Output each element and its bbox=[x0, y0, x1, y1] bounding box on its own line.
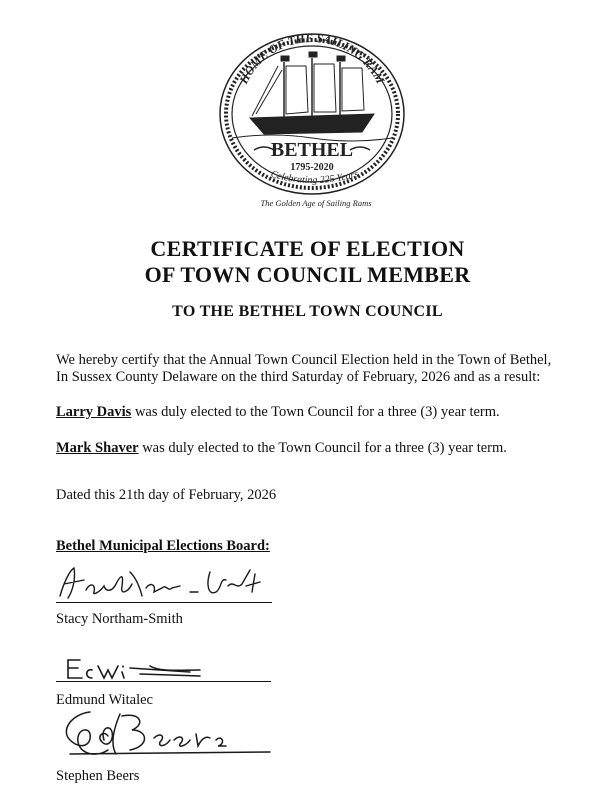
election-result-text: was duly elected to the Town Council for a three (3) year term. bbox=[138, 440, 507, 456]
signer-name: Edmund Witalec bbox=[56, 692, 153, 708]
svg-text:1795-2020: 1795-2020 bbox=[290, 162, 334, 173]
elected-member-name: Mark Shaver bbox=[56, 440, 139, 456]
svg-text:Celebrating 225 Years: Celebrating 225 Years bbox=[269, 168, 360, 187]
signer-name: Stephen Beers bbox=[56, 768, 140, 784]
intro-line-2: In Sussex County Delaware on the third Saturday of February, 2026 and as a result: bbox=[56, 369, 541, 385]
svg-text:HOME OF THE SAILING RAM: HOME OF THE SAILING RAM bbox=[236, 30, 388, 86]
signature-line bbox=[56, 602, 272, 603]
elected-member-name: Larry Davis bbox=[56, 404, 132, 420]
signer-name: Stacy Northam-Smith bbox=[56, 611, 183, 627]
seal-graphic bbox=[212, 22, 412, 212]
election-result-1 bbox=[56, 404, 500, 421]
svg-text:The Golden Age of Sailing Rams: The Golden Age of Sailing Rams bbox=[260, 198, 372, 208]
certificate-addressee: TO THE BETHEL TOWN COUNCIL bbox=[172, 303, 443, 320]
svg-text:BETHEL: BETHEL bbox=[270, 139, 354, 161]
town-seal bbox=[212, 22, 412, 212]
election-result-text: was duly elected to the Town Council for a three (3) year term. bbox=[131, 404, 500, 420]
election-result-2 bbox=[56, 440, 507, 457]
signature-edmund-witalec bbox=[50, 652, 280, 689]
elections-board-heading: Bethel Municipal Elections Board: bbox=[56, 538, 270, 554]
certificate-title-line2: OF TOWN COUNCIL MEMBER bbox=[144, 262, 471, 287]
intro-line-1: We hereby certify that the Annual Town Council Election held in the Town of Bethel, bbox=[56, 352, 552, 368]
certificate-title-line1: CERTIFICATE OF ELECTION bbox=[150, 236, 465, 261]
signature-line bbox=[56, 681, 271, 682]
signature-stephen-beers bbox=[50, 706, 280, 769]
date-line: Dated this 21th day of February, 2026 bbox=[56, 487, 277, 503]
